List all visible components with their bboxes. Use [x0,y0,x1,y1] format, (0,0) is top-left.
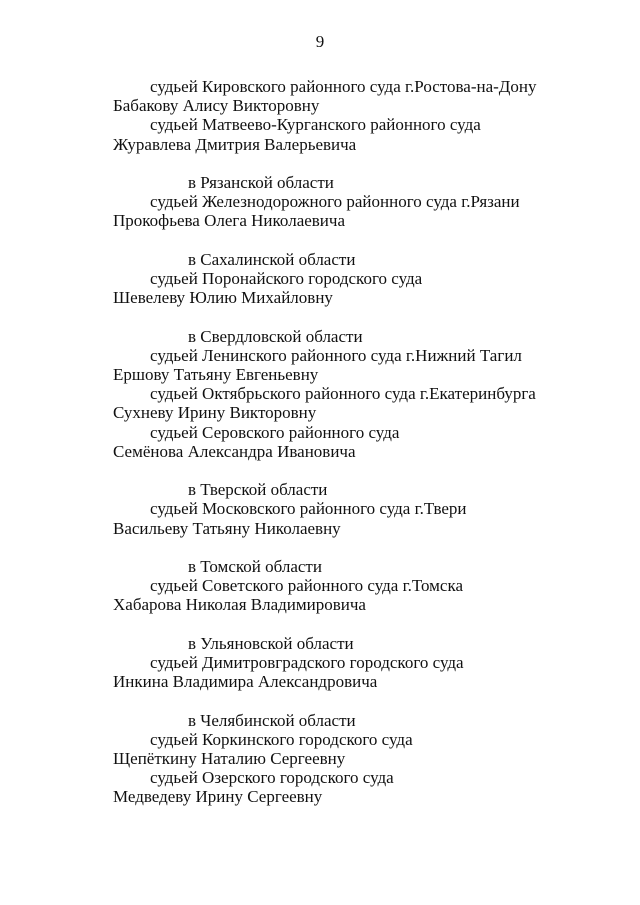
court-position: судьей Московского районного суда г.Твери [150,499,467,518]
person-name: Журавлева Дмитрия Валерьевича [113,135,357,154]
person-name: Шевелеву Юлию Михайловну [113,288,333,307]
region-heading: в Ульяновской области [188,634,354,653]
court-position: судьей Серовского районного суда [150,423,400,442]
court-position: судьей Поронайского городского суда [150,269,423,288]
region-heading: в Сахалинской области [188,250,356,269]
person-name: Васильеву Татьяну Николаевну [113,519,341,538]
region-heading: в Тверской области [188,480,328,499]
court-position: судьей Советского районного суда г.Томска [150,576,464,595]
court-position: судьей Октябрьского районного суда г.Екатеринбурга [150,384,536,403]
region-heading: в Томской области [188,557,322,576]
page-number: 9 [315,32,325,51]
person-name: Сухневу Ирину Викторовну [113,403,317,422]
court-position: судьей Коркинского городского суда [150,730,413,749]
region-heading: в Свердловской области [188,327,363,346]
person-name: Бабакову Алису Викторовну [113,96,320,115]
region-heading: в Рязанской области [188,173,334,192]
person-name: Ершову Татьяну Евгеньевну [113,365,319,384]
region-heading: в Челябинской области [188,711,356,730]
court-position: судьей Железнодорожного районного суда г.Рязани [150,192,520,211]
court-position: судьей Димитровградского городского суда [150,653,464,672]
court-position: судьей Кировского районного суда г.Ростова-на-Дону [150,77,537,96]
person-name: Медведеву Ирину Сергеевну [113,787,323,806]
person-name: Инкина Владимира Александровича [113,672,378,691]
court-position: судьей Матвеево-Курганского районного суда [150,115,481,134]
court-position: судьей Ленинского районного суда г.Нижний Тагил [150,346,522,365]
court-position: судьей Озерского городского суда [150,768,394,787]
person-name: Хабарова Николая Владимировича [113,595,366,614]
person-name: Щепёткину Наталию Сергеевну [113,749,346,768]
person-name: Прокофьева Олега Николаевича [113,211,345,230]
person-name: Семёнова Александра Ивановича [113,442,356,461]
